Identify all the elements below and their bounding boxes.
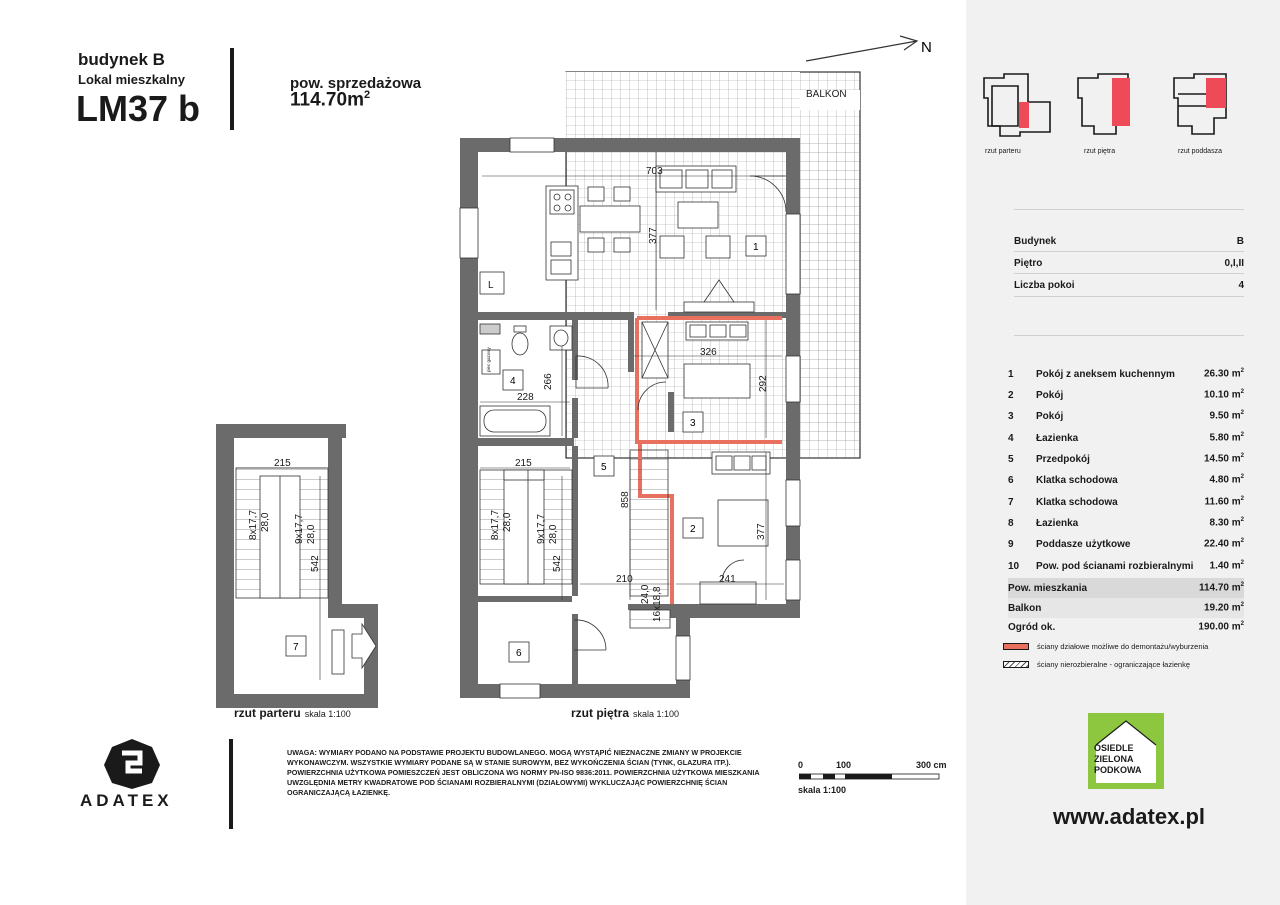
disclaimer-note: UWAGA: WYMIARY PODANO NA PODSTAWIE PROJEKTU BUDOWLANEGO. MOGĄ WYSTĄPIĆ NIEZNACZNE ZMIANY W PROJEKCIE WYKONAWCZYM. WSZYSTKIE WYMIARY PODANE SĄ W STANIE SUROWYM, BEZ WYKOŃCZENIA ŚCIAN (TYNK, GLAZURA ITP.). POWIERZCHNIA UŻYTKOWA POMIESZCZEŃ JEST OBLICZONA WG NORMY PN-ISO 9836:2011. POWIERZCHNIA UŻYTKOWA MIESZKANIA UWZGLĘDNIA METRY KWADRATOWE POD ŚCIANAMI ROZBIERALNYMI (DZIAŁOWYMI) WYKLUCZAJĄC POWIERZCHNIĘ ŚCIAN OGRANICZAJĄCĄ ŁAZIENKĘ.: [287, 748, 760, 797]
dim-542-upper: 542: [552, 555, 563, 572]
balcony: [540, 72, 860, 458]
dim-326: 326: [700, 347, 717, 358]
stairs-e1: 24,0: [640, 584, 651, 604]
area-label: pow. sprzedażowa: [290, 75, 422, 92]
info-row-rooms: Liczba pokoi 4: [1014, 279, 1244, 291]
adatex-logo-text: ADATEX: [80, 791, 173, 810]
stairs-b2: 28,0: [306, 524, 317, 544]
dim-377-room2: 377: [756, 523, 767, 540]
thumb-caption-attic: rzut poddasza: [1178, 148, 1222, 155]
room-list-divider: [1014, 335, 1244, 336]
stairs-d1: 9x17,7: [536, 513, 547, 544]
north-arrow: [806, 36, 932, 61]
stairs-a1: 8x17,7: [248, 509, 259, 540]
info-divider: [1014, 296, 1244, 297]
ground-floor-walls: [216, 424, 378, 708]
legend-swatch-red: [1003, 643, 1029, 650]
dim-215-ground: 215: [274, 458, 291, 469]
room-row: 1 Pokój z aneksem kuchennym 26.30 $m^2$: [1008, 368, 1244, 380]
stairs-c1: 8x17,7: [490, 509, 501, 540]
adatex-logo-icon: [100, 737, 164, 791]
scalebar-300: 300 cm: [916, 760, 947, 770]
north-label: N: [921, 39, 932, 56]
unit-type-label: Lokal mieszkalny: [78, 72, 185, 87]
scalebar-0: 0: [798, 760, 804, 770]
estate-line-2: ZIELONA: [1094, 754, 1134, 764]
room-row: 2 Pokój 10.10 $m^2$: [1008, 389, 1244, 401]
scalebar: [799, 772, 949, 782]
thumb-floor-icon: [1078, 74, 1130, 134]
legend-demolishable: ściany działowe możliwe do demontażu/wyburzenia: [1003, 642, 1208, 651]
dim-377-living: 377: [648, 227, 659, 244]
dim-858: 858: [620, 491, 631, 508]
legend-load-bearing: ściany nierozbieralne - ograniczające łazienkę: [1003, 660, 1190, 669]
summary-row-area: Pow. mieszkania 114.70 $m^2$: [1008, 582, 1244, 594]
info-row-floor: Piętro 0,I,II: [1014, 257, 1244, 269]
ground-plan-caption: rzut parteru skala 1:100: [234, 706, 351, 720]
room-row: 9 Poddasze użytkowe 22.40 $m^2$: [1008, 538, 1244, 550]
dim-542-ground: 542: [310, 555, 321, 572]
scalebar-100: 100: [836, 760, 852, 770]
upper-plan-caption: rzut piętra skala 1:100: [571, 706, 680, 720]
room-row: 6 Klatka schodowa 4.80 $m^2$: [1008, 474, 1244, 486]
dim-266: 266: [543, 373, 554, 390]
unit-code: LM37 b: [76, 88, 201, 129]
room-row: 10 Pow. pod ścianami rozbieralnymi 1.40 $m^2$: [1008, 560, 1244, 572]
room-row: 4 Łazienka 5.80 $m^2$: [1008, 432, 1244, 444]
footer-divider: [229, 739, 233, 829]
room-row: 3 Pokój 9.50 $m^2$: [1008, 410, 1244, 422]
stairs-e2: 16x18,8: [652, 586, 663, 622]
info-row-building: Budynek B: [1014, 235, 1244, 247]
thumb-ground-icon: [984, 74, 1050, 136]
room-row: 8 Łazienka 8.30 $m^2$: [1008, 517, 1244, 529]
room-number-1: 1: [753, 242, 759, 253]
legend-swatch-hatched: [1003, 661, 1029, 668]
room-number-5: 5: [601, 462, 607, 473]
dim-241: 241: [719, 574, 736, 585]
stairs-c2: 28,0: [502, 512, 513, 532]
room-number-2: 2: [690, 524, 696, 535]
estate-line-1: OSIEDLE: [1094, 743, 1134, 753]
room-row: 5 Przedpokój 14.50 $m^2$: [1008, 453, 1244, 465]
room-number-7: 7: [293, 642, 299, 653]
balcony-label: BALKON: [806, 89, 847, 100]
dim-228: 228: [517, 392, 534, 403]
summary-row-balcony: Balkon 19.20 $m^2$: [1008, 602, 1244, 614]
gas-heater-label: piec gazowy: [486, 347, 491, 372]
estate-line-3: PODKOWA: [1094, 765, 1142, 775]
area-value: $114.70m^2$: [290, 89, 371, 111]
dim-215-upper: 215: [515, 458, 532, 469]
room-number-6: 6: [516, 648, 522, 659]
website-link[interactable]: www.adatex.pl: [1053, 804, 1206, 829]
floor-thumbnails: [978, 72, 1248, 148]
l-mark: L: [488, 280, 494, 291]
room-number-4: 4: [510, 376, 516, 387]
stairs-d2: 28,0: [548, 524, 559, 544]
thumb-caption-floor: rzut piętra: [1084, 148, 1116, 155]
info-divider-top: [1014, 209, 1244, 210]
scalebar-label: skala 1:100: [798, 785, 847, 795]
building-label: budynek B: [78, 50, 165, 69]
thumb-caption-ground: rzut parteru: [985, 148, 1021, 155]
stairs-a2: 28,0: [260, 512, 271, 532]
room-row: 7 Klatka schodowa 11.60 $m^2$: [1008, 496, 1244, 508]
thumb-attic-icon: [1174, 74, 1226, 134]
room-number-3: 3: [690, 418, 696, 429]
dim-292: 292: [758, 375, 769, 392]
stairs-b1: 9x17,7: [294, 513, 305, 544]
dim-703: 703: [646, 166, 663, 177]
summary-row-garden: Ogród ok. 190.00 $m^2$: [1008, 621, 1244, 633]
dim-210: 210: [616, 574, 633, 585]
